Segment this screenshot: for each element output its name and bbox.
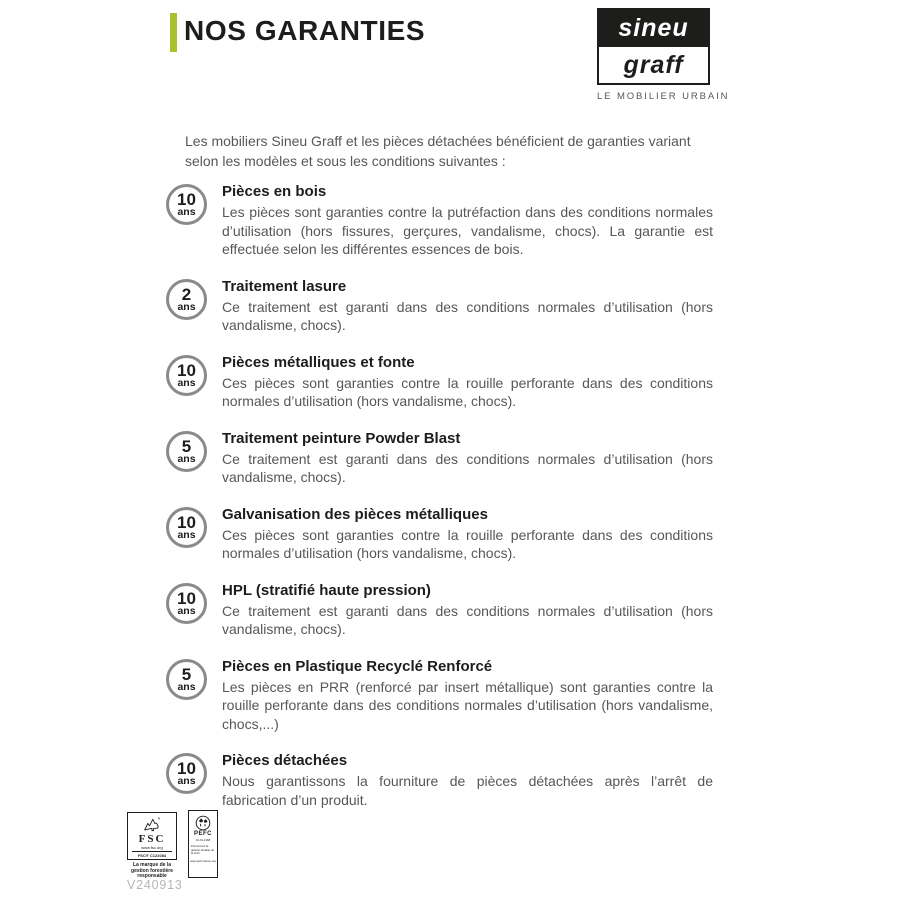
item-body [222, 430, 713, 487]
pefc-trees-icon [195, 815, 211, 831]
years-badge [166, 583, 207, 624]
warranty-item-pieces-en-bois [166, 183, 713, 259]
item-body [222, 658, 713, 734]
pefc-number: 10-31-1368 [195, 838, 211, 842]
item-text: Nous garantissons la fourniture de pièces détachées après l’arrêt de fabrication d’un produit. [222, 773, 713, 808]
warranty-item-powder-blast [166, 430, 713, 487]
warranty-item-pieces-detachees [166, 752, 713, 809]
page-title: NOS GARANTIES [184, 15, 426, 46]
accent-bar [170, 13, 177, 52]
item-title: Pièces métalliques et fonte [222, 353, 415, 371]
years-badge [166, 184, 207, 225]
warranty-list [166, 183, 713, 809]
badge-unit: ans [177, 528, 196, 541]
logo-tagline: LE MOBILIER URBAIN [597, 91, 730, 102]
item-text: Ce traitement est garanti dans des conditions normales d’utilisation (hors vandalisme, chocs). [222, 602, 713, 637]
pefc-certification [188, 810, 218, 878]
item-title: Traitement peinture Powder Blast [222, 429, 461, 447]
item-title: Traitement lasure [222, 277, 347, 295]
badge-unit: ans [177, 604, 196, 617]
fsc-license-code: FSC® C122084 [137, 853, 167, 858]
item-title: Pièces en Plastique Recyclé Renforcé [222, 657, 493, 675]
item-text: Ces pièces sont garanties contre la rouille perforante dans des conditions normales d’utilisation (hors vandalisme, chocs). [222, 526, 713, 561]
badge-years: 5 [181, 664, 192, 684]
badge-years: 10 [177, 190, 196, 209]
item-text: Ce traitement est garanti dans des conditions normales d’utilisation (hors vandalisme, chocs). [222, 298, 713, 333]
fsc-certification [127, 812, 177, 880]
item-body [222, 506, 713, 563]
badge-unit: ans [177, 775, 196, 787]
logo-word-graff: graff [623, 50, 684, 79]
badge-unit: ans [177, 206, 196, 218]
pefc-caption: Promouvoir la gestion durable de la forêt [191, 844, 215, 856]
badge-years: 10 [177, 512, 196, 532]
years-badge [166, 355, 207, 396]
fsc-tree-icon [142, 816, 162, 834]
item-text: Ces pièces sont garanties contre la rouille perforante dans des conditions normales d’utilisation (hors vandalisme, chocs). [222, 374, 713, 409]
warranty-item-galvanisation [166, 506, 713, 563]
item-text: Les pièces en PRR (renforcé par insert métallique) sont garanties contre la rouille perforante dans des conditions normales d’utilisation (hors vandalisme, chocs,...) [222, 678, 713, 732]
logo-top [599, 10, 708, 47]
badge-years: 10 [177, 360, 196, 380]
item-text: Les pièces sont garanties contre la putréfaction dans des conditions normales d’utilisation (hors fissures, gerçures, vandalisme, chocs). La garantie est effectuée selon les différentes essences de bois. [222, 204, 713, 257]
sineu-graff-logo [597, 8, 730, 102]
years-badge [166, 659, 207, 700]
badge-unit: ans [177, 680, 196, 693]
intro-paragraph: Les mobiliers Sineu Graff et les pièces détachées bénéficient de garanties variant selon les modèles et sous les conditions suivantes : [185, 133, 691, 169]
badge-unit: ans [177, 300, 196, 313]
fsc-website: www.fsc.org [141, 845, 163, 850]
item-body [222, 582, 713, 639]
badge-unit: ans [177, 376, 196, 389]
item-title: Pièces en bois [222, 183, 327, 200]
badge-years: 10 [177, 588, 196, 608]
pefc-website: www.pefc-france.org [190, 858, 216, 863]
item-body [222, 183, 713, 259]
logo-bottom [599, 47, 708, 83]
warranty-item-pieces-metalliques [166, 354, 713, 411]
badge-years: 5 [181, 436, 192, 456]
item-body [222, 752, 713, 809]
years-badge [166, 279, 207, 320]
badge-years: 2 [181, 284, 192, 304]
warranty-item-hpl [166, 582, 713, 639]
warranty-item-traitement-lasure [166, 278, 713, 335]
pefc-name: PEFC [193, 831, 212, 837]
item-title: Galvanisation des pièces métalliques [222, 505, 488, 523]
fsc-caption: La marque de la gestion forestière responsable [131, 862, 173, 879]
fsc-name: FSC [138, 833, 166, 845]
item-title: Pièces détachées [222, 752, 348, 769]
logo-word-sineu: sineu [618, 14, 689, 43]
years-badge [166, 431, 207, 472]
content [166, 131, 713, 828]
fsc-divider [132, 851, 172, 852]
item-text: Ce traitement est garanti dans des conditions normales d’utilisation (hors vandalisme, chocs). [222, 450, 713, 485]
years-badge [166, 507, 207, 548]
logo-box [597, 8, 710, 85]
item-title: HPL (stratifié haute pression) [222, 581, 431, 599]
years-badge [166, 753, 207, 794]
badge-years: 10 [177, 759, 196, 778]
item-body [222, 278, 713, 335]
document-version: V240913 [127, 878, 183, 892]
badge-unit: ans [177, 452, 196, 465]
warranty-item-prr [166, 658, 713, 734]
item-body [222, 354, 713, 411]
fsc-label-box [127, 812, 177, 860]
